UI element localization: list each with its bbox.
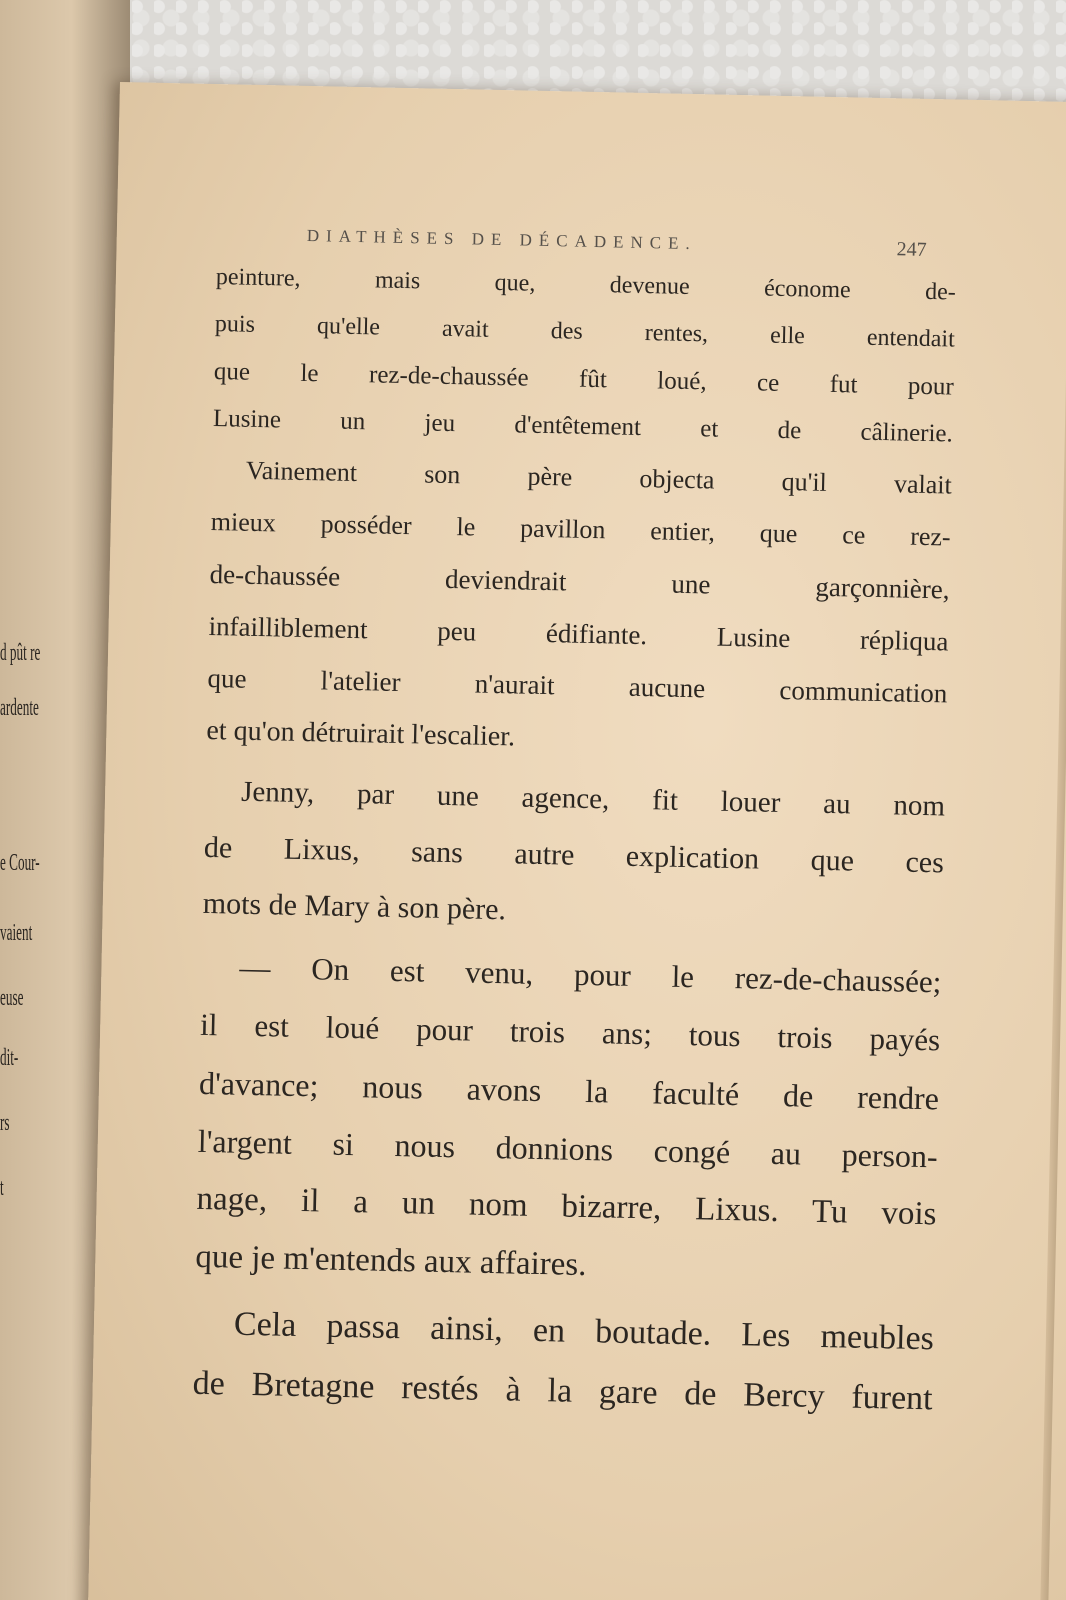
left-fragment: dit- [0, 1045, 19, 1071]
text-line: mots de Mary à son père. [202, 886, 507, 927]
left-fragment: ardente [0, 695, 39, 721]
text-line: mieux posséder le pavillon entier, que ce rez- [210, 507, 951, 552]
text-line: Lusine un jeu d'entêtement et de câlinerie. [212, 405, 954, 448]
left-fragment: e Cour- [0, 850, 40, 876]
text-line: infailliblement peu édifiante. Lusine répliqua [208, 610, 949, 657]
text-line: il est loué pour trois ans; tous trois payés [199, 1006, 941, 1058]
text-line: peinture, mais que, devenue économe de- [215, 264, 957, 306]
text-line: Vainement son père objecta qu'il valait [245, 455, 953, 500]
text-line: de-chaussée deviendrait une garçonnière, [209, 558, 950, 605]
text-line: que le rez-de-chaussée fût loué, ce fut pour [213, 358, 955, 401]
left-fragment: euse [0, 985, 24, 1011]
left-fragment: t [0, 1175, 4, 1201]
text-line: l'argent si nous donnions congé au person- [197, 1122, 939, 1175]
left-fragment: d pût re [0, 640, 41, 666]
text-line: et qu'on détruirait l'escalier. [206, 714, 516, 753]
text-line: que l'atelier n'aurait aucune communication [207, 662, 948, 709]
running-title: DIATHÈSES DE DÉCADENCE. [306, 225, 697, 254]
text-line: puis qu'elle avait des rentes, elle entendait [214, 311, 956, 353]
text-line: que je m'entends aux affaires. [195, 1238, 587, 1284]
text-line: Cela passa ainsi, en boutade. Les meubles [233, 1305, 935, 1358]
left-fragment: rs [0, 1110, 10, 1136]
page-header [307, 226, 927, 259]
text-line: de Lixus, sans autre explication que ces [203, 830, 945, 880]
text-line: nage, il a un nom bizarre, Lixus. Tu vois [196, 1180, 937, 1233]
text-line: Jenny, par une agence, fit louer au nom [240, 775, 946, 823]
page-edge [1040, 132, 1066, 1600]
text-line: de Bretagne restés à la gare de Bercy furent [192, 1364, 933, 1418]
body-text [192, 264, 956, 1440]
page-number: 247 [896, 238, 927, 261]
text-line: — On est venu, pour le rez-de-chaussée; [239, 949, 942, 1000]
text-line: d'avance; nous avons la faculté de rendre [198, 1064, 940, 1117]
book-page [87, 82, 1066, 1600]
left-fragment: vaient [0, 920, 33, 946]
